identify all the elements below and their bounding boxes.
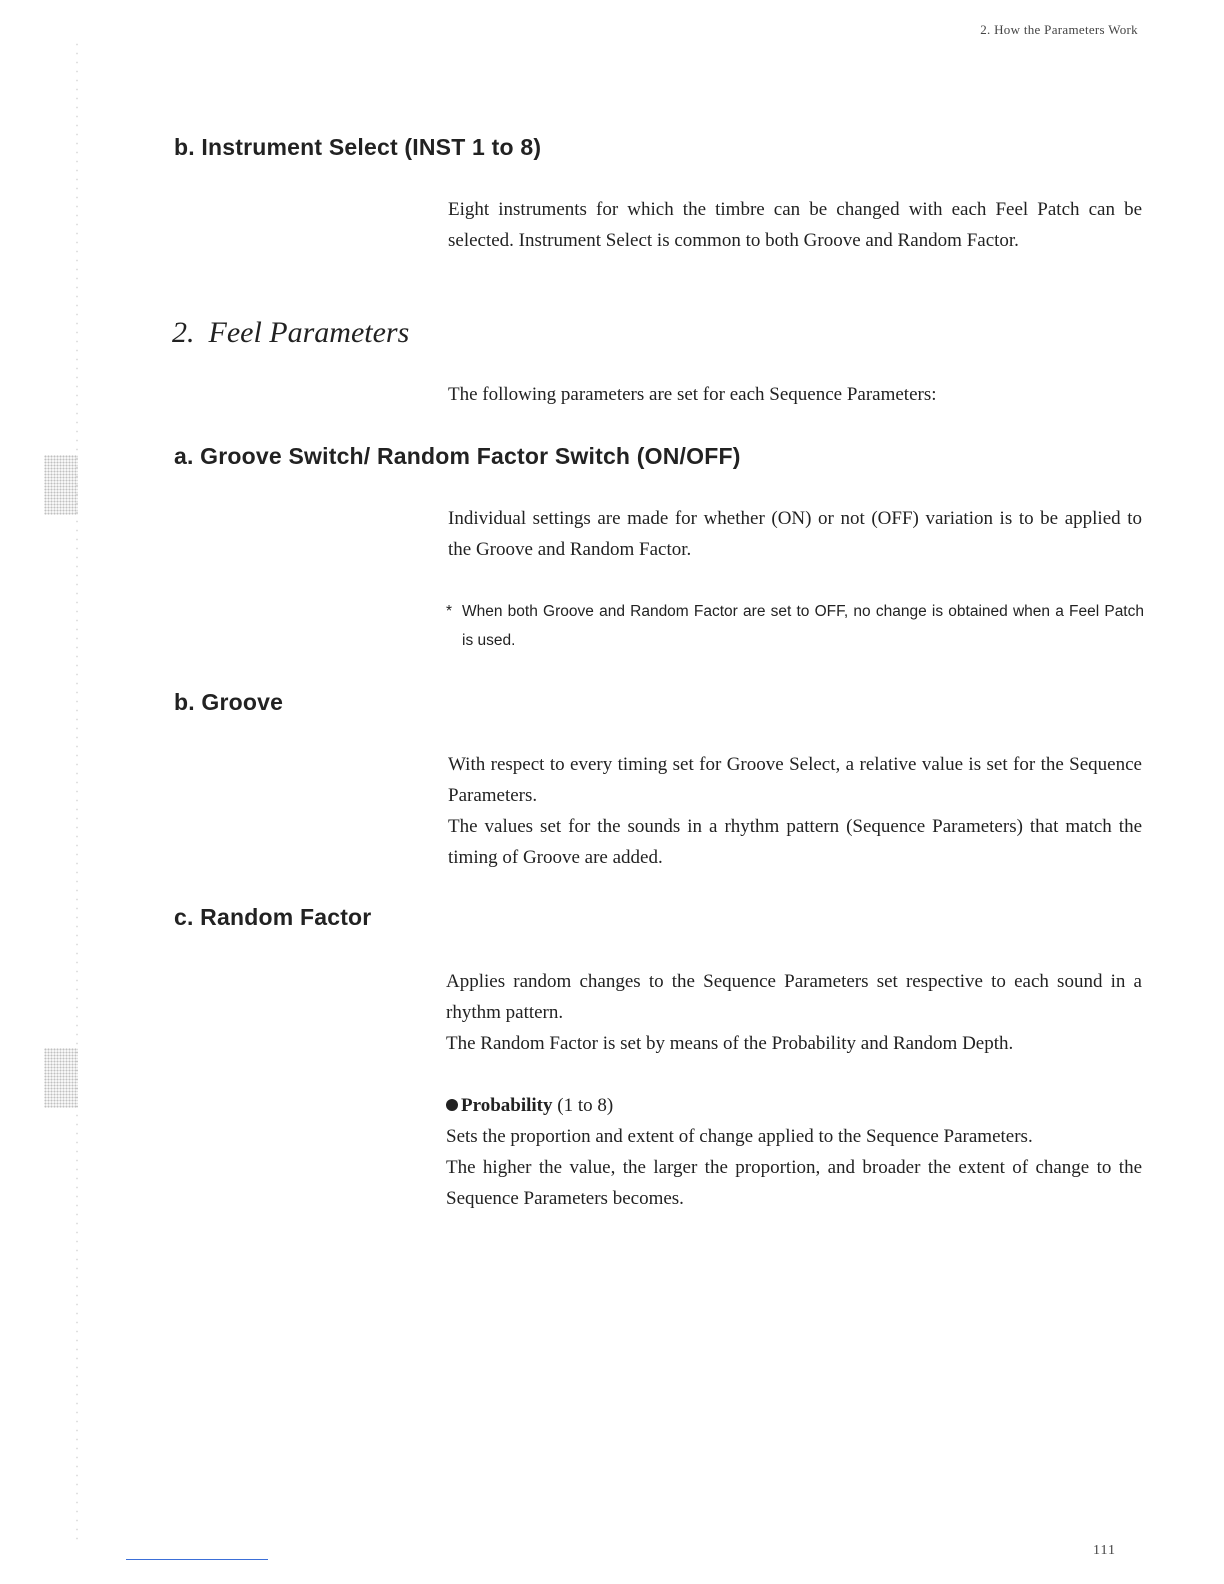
heading-feel-parameters <box>172 316 409 350</box>
paragraph-instrument-select <box>448 194 1142 256</box>
probability-title: Probability <box>461 1095 553 1116</box>
probability-title-line <box>446 1090 1142 1121</box>
paragraph-groove <box>448 749 1142 873</box>
heading-groove: b. Groove <box>174 689 284 715</box>
feel-intro-text: The following parameters are set for each Sequence Parameters: <box>448 384 937 405</box>
note-groove-switch <box>446 597 1144 655</box>
heading-groove-switch: a. Groove Switch/ Random Factor Switch (ON/OFF) <box>174 443 741 469</box>
paragraph-groove-switch <box>448 503 1142 565</box>
bullet-icon <box>446 1099 458 1111</box>
probability-range: (1 to 8) <box>552 1095 614 1116</box>
groove-text-2: The values set for the sounds in a rhythm pattern (Sequence Parameters) that match the timing of Groove are added. <box>448 816 1142 868</box>
section-title: Feel Parameters <box>208 316 410 349</box>
running-head: 2. How the Parameters Work <box>980 22 1138 37</box>
heading-random-factor: c. Random Factor <box>174 904 372 930</box>
probability-text-1: Sets the proportion and extent of change applied to the Sequence Parameters. <box>446 1126 1033 1147</box>
paragraph-feel-intro <box>448 379 1142 410</box>
page-number: 111 <box>1093 1543 1116 1558</box>
note-text: When both Groove and Random Factor are set to OFF, no change is obtained when a Feel Patch is used. <box>462 603 1144 649</box>
instrument-select-text: Eight instruments for which the timbre can be changed with each Feel Patch can be selected. Instrument Select is common to both Groove and Random Factor. <box>448 199 1142 251</box>
probability-text-2: The higher the value, the larger the proportion, and broader the extent of change to the Sequence Parameters becomes. <box>446 1157 1142 1209</box>
scan-halftone-mark <box>44 455 78 515</box>
heading-instrument-select: b. Instrument Select (INST 1 to 8) <box>174 134 542 160</box>
random-factor-text-1: Applies random changes to the Sequence Parameters set respective to each sound in a rhythm pattern. <box>446 971 1142 1023</box>
scan-bottom-line <box>126 1559 268 1560</box>
scan-edge-artifact <box>74 40 80 1540</box>
random-factor-text-2: The Random Factor is set by means of the Probability and Random Depth. <box>446 1033 1014 1054</box>
paragraph-random-factor <box>446 966 1142 1059</box>
section-number: 2. <box>172 316 195 349</box>
note-asterisk: * <box>446 603 453 620</box>
paragraph-probability <box>446 1090 1142 1214</box>
groove-switch-text: Individual settings are made for whether (ON) or not (OFF) variation is to be applied to the Groove and Random Factor. <box>448 508 1142 560</box>
groove-text-1: With respect to every timing set for Groove Select, a relative value is set for the Sequence Parameters. <box>448 754 1142 806</box>
scan-halftone-mark <box>44 1048 78 1108</box>
